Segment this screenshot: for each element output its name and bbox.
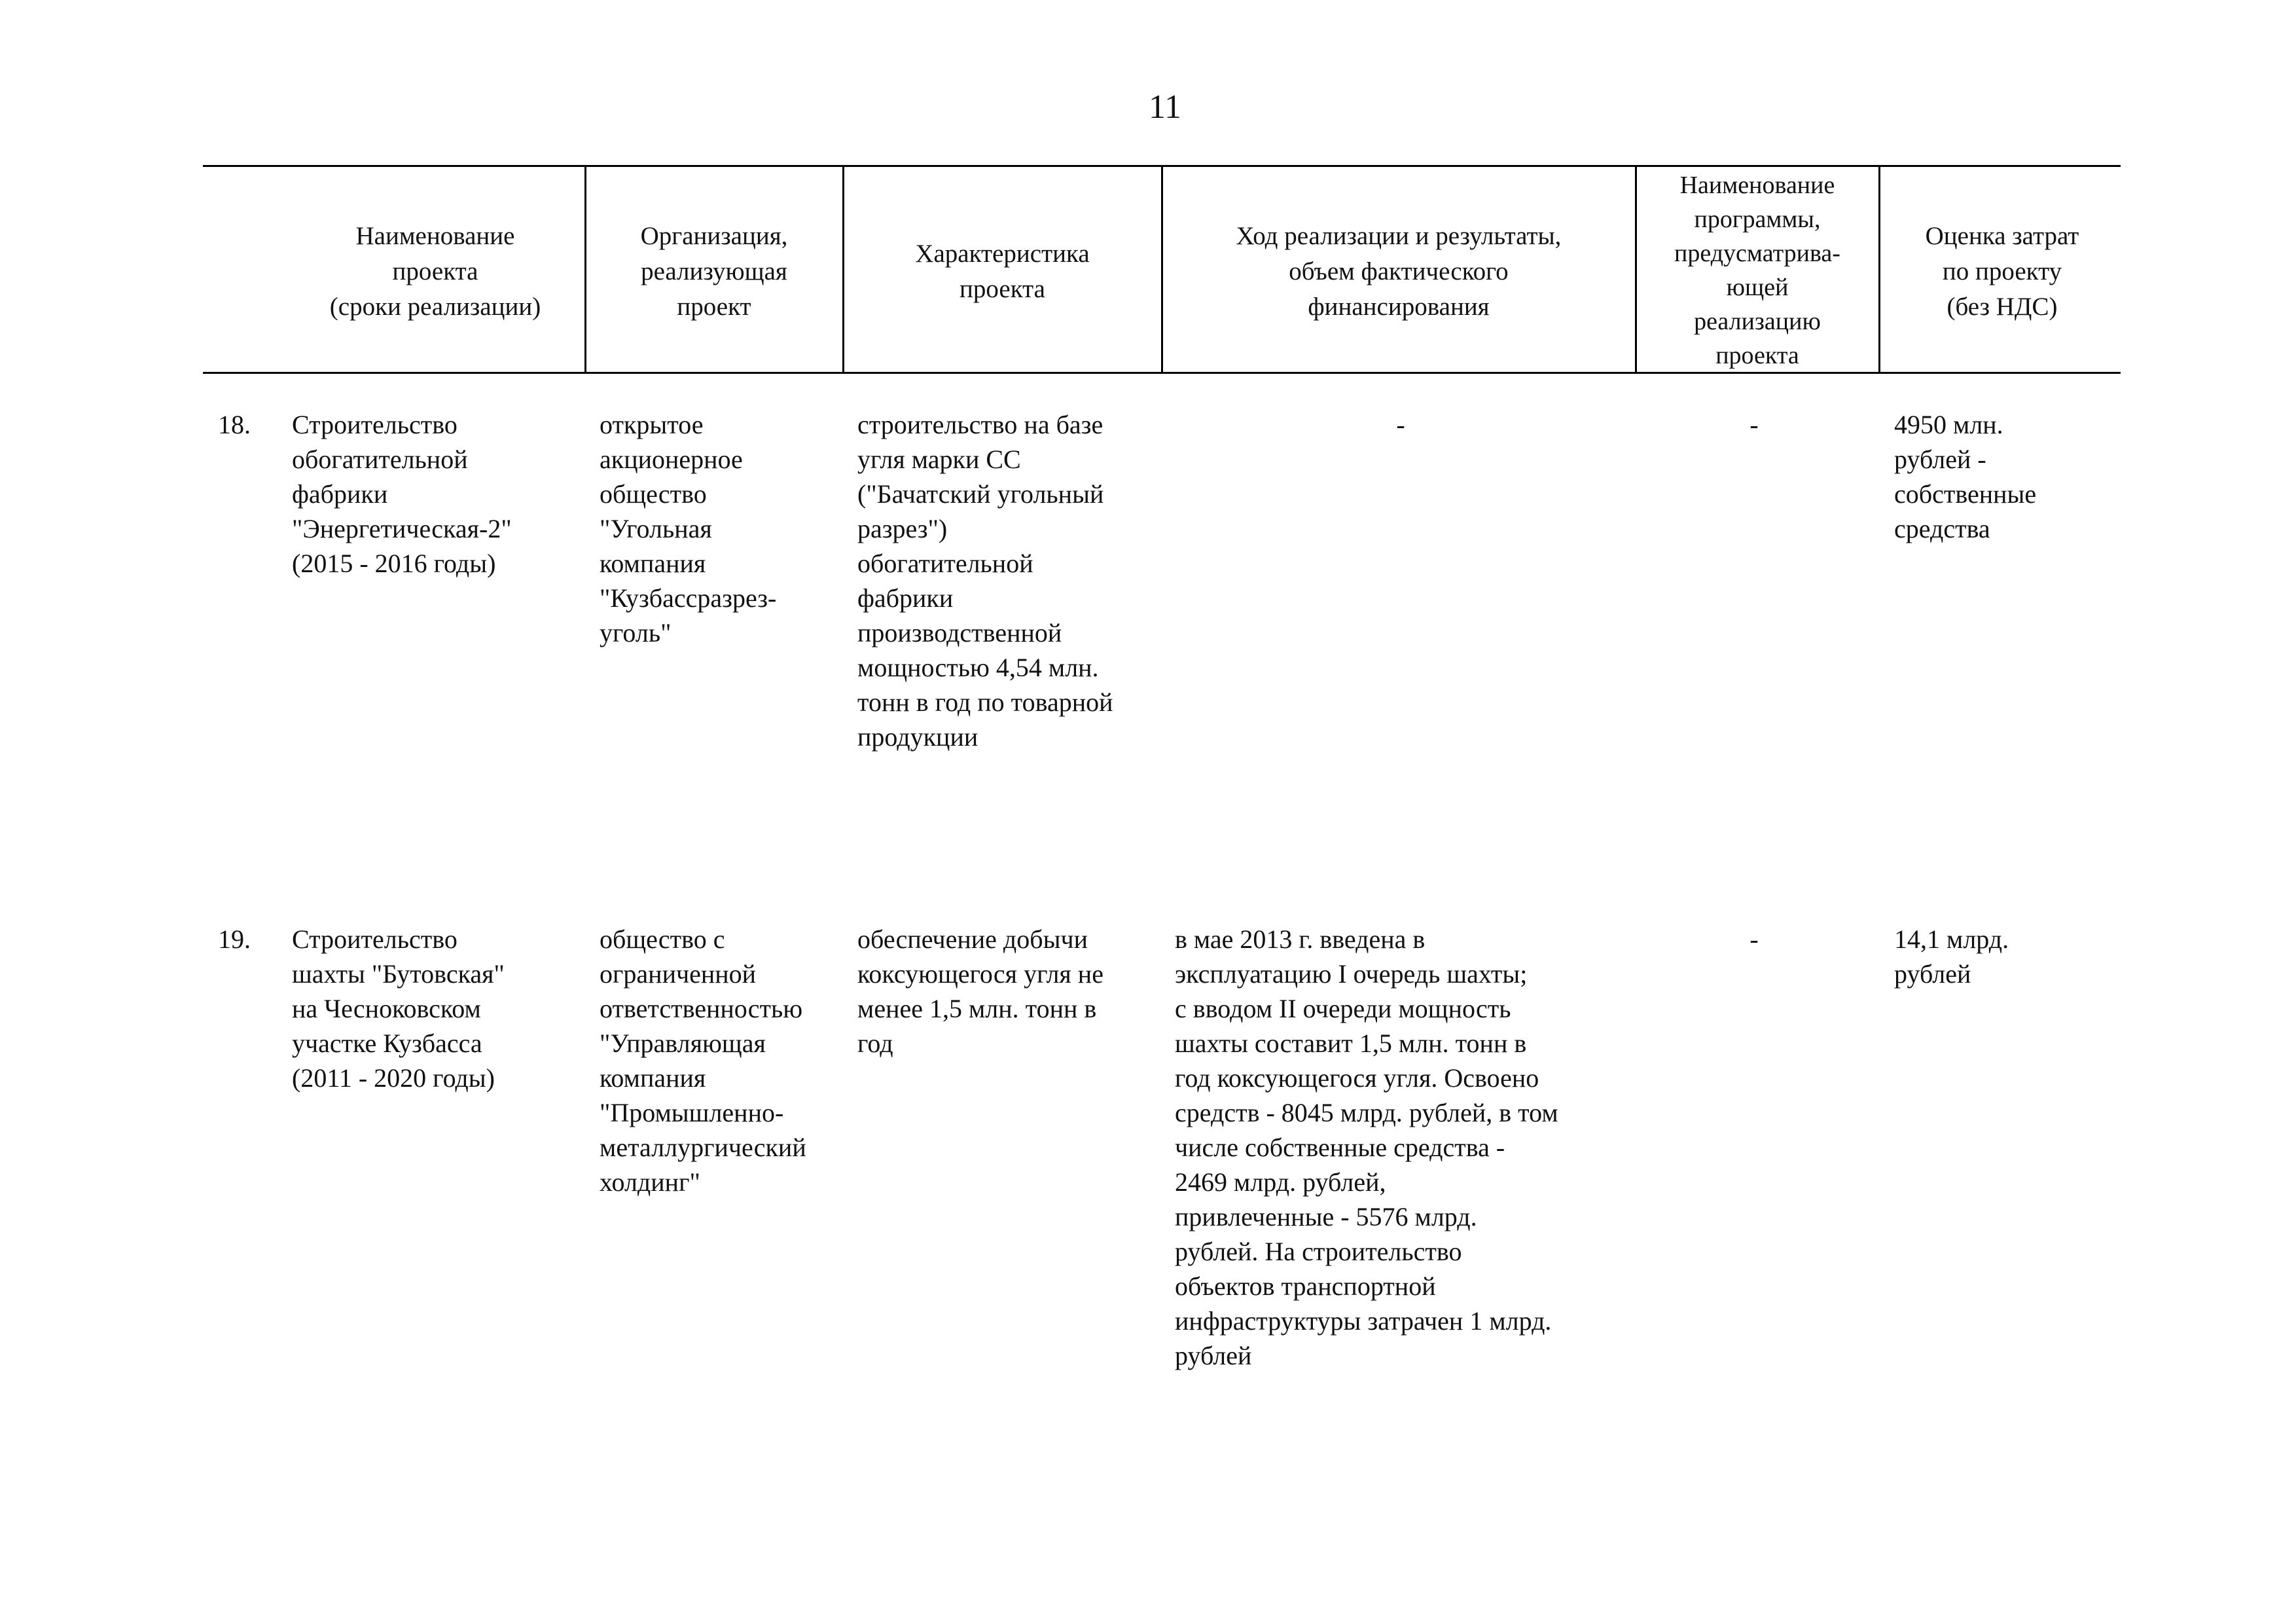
header-organization: Организация, реализующая проект — [640, 222, 788, 321]
row-cost: 14,1 млрд. рублей — [1894, 924, 2009, 989]
row-organization: открытое акционерное общество "Угольная компания "Кузбассразрез- уголь" — [600, 410, 777, 647]
header-characteristic: Характеристика проекта — [915, 240, 1090, 303]
row-number: 18. — [218, 410, 251, 439]
header-program: Наименование программы, предусматрива- ющей реализацию проекта — [1674, 172, 1840, 369]
page-number: 11 — [1148, 88, 1182, 126]
row-progress: - — [1396, 410, 1405, 439]
row-program: - — [1749, 410, 1759, 439]
row-characteristic: обеспечение добычи коксующегося угля не менее 1,5 млн. тонн в год — [857, 924, 1103, 1058]
row-progress: в мае 2013 г. введена в эксплуатацию I очередь шахты; с вводом II очереди мощность шахты составит 1,5 млн. тонн в год коксующегося угля. Освоено средств - 8045 млрд. рублей, в том числе собственные средства - 2469 млрд. рублей, привлеченные - 5576 млрд. рублей. На строительство объектов транспортной инфраструктуры затрачен 1 млрд. рублей — [1175, 924, 1558, 1370]
row-characteristic: строительство на базе угля марки СС ("Бачатский угольный разрез") обогатительной фабрики производственной мощностью 4,54 млн. тонн в год по товарной продукции — [857, 410, 1113, 752]
header-divider-2 — [842, 167, 844, 372]
row-number: 19. — [218, 924, 251, 954]
header-divider-4 — [1635, 167, 1637, 372]
row-project-name: Строительство обогатительной фабрики "Энергетическая-2" (2015 - 2016 годы) — [292, 410, 512, 578]
row-cost: 4950 млн. рублей - собственные средства — [1894, 410, 2037, 543]
header-cost: Оценка затрат по проекту (без НДС) — [1925, 222, 2079, 321]
row-program: - — [1749, 924, 1759, 954]
header-divider-3 — [1161, 167, 1163, 372]
header-divider-5 — [1878, 167, 1880, 372]
header-project-name: Наименование проекта (сроки реализации) — [329, 222, 541, 321]
row-project-name: Строительство шахты "Бутовская" на Чесноковском участке Кузбасса (2011 - 2020 годы) — [292, 924, 505, 1093]
header-progress: Ход реализации и результаты, объем фактического финансирования — [1236, 222, 1562, 321]
row-organization: общество с ограниченной ответственностью "Управляющая компания "Промышленно- металлургический холдинг" — [600, 924, 806, 1197]
header-divider-1 — [584, 167, 586, 372]
